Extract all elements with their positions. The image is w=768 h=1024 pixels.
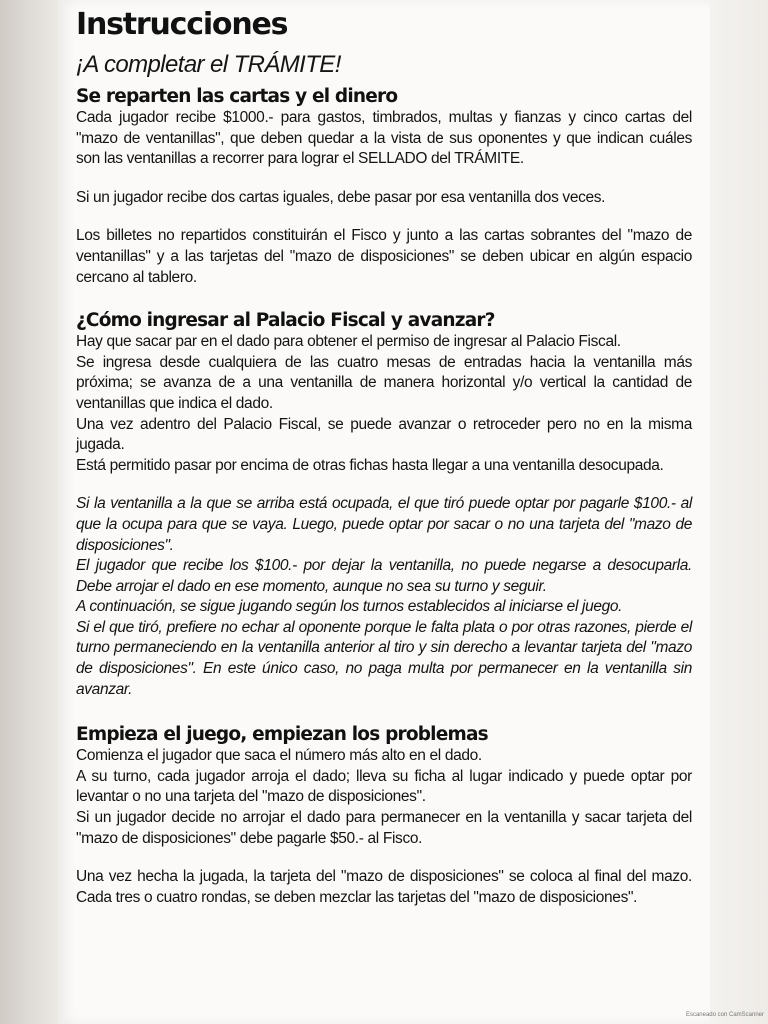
italic-paragraph: Si la ventanilla a la que se arriba está ocupada, el que tiró puede optar por pagarle $100.- al que la ocupa para que se vaya. Luego, puede optar por sacar o no una tarjeta del "mazo de disposiciones". [76,495,692,554]
document-content [76,6,692,908]
scanner-watermark: Escaneado con CamScanner [685,1012,764,1018]
paragraph: Está permitido pasar por encima de otras fichas hasta llegar a una ventanilla desocupada. [76,456,664,474]
section-heading-reparto: Se reparten las cartas y el dinero [76,86,398,107]
section-heading-empieza: Empieza el juego, empiezan los problemas [76,724,488,746]
paragraph: Comienza el jugador que saca el número más alto en el dado. [76,747,482,765]
document-subtitle: ¡A completar el TRÁMITE! [76,51,341,78]
paragraph: A su turno, cada jugador arroja el dado; lleva su ficha al lugar indicado y puede optar por levantar o no una tarjeta del "mazo de disposiciones". [76,767,692,806]
italic-paragraph: A continuación, se sigue jugando según los turnos establecidos al iniciarse el juego. [76,598,623,616]
paragraph: Se ingresa desde cualquiera de las cuatro mesas de entradas hacia la ventanilla más próxima; se avanza de a una ventanilla de manera horizontal y/o vertical la cantidad de ventanillas que indica el dado. [76,353,692,412]
scanned-page [58,0,710,1024]
paragraph: Hay que sacar par en el dado para obtener el permiso de ingresar al Palacio Fiscal. [76,333,621,351]
paragraph: Si un jugador recibe dos cartas iguales, debe pasar por esa ventanilla dos veces. [76,188,606,206]
scan-left-edge [0,0,58,1024]
italic-paragraph: El jugador que recibe los $100.- por dejar la ventanilla, no puede negarse a desocuparla. Debe arrojar el dado en ese momento, aunque no sea su turno y seguir. [76,557,692,595]
document-title: Instrucciones [76,7,288,42]
paragraph: Una vez hecha la jugada, la tarjeta del "mazo de disposiciones" se coloca al final del mazo. Cada tres o cuatro rondas, se deben mezclar las tarjetas del "mazo de disposiciones". [76,868,692,906]
section-heading-ingresar: ¿Cómo ingresar al Palacio Fiscal y avanzar? [76,310,495,332]
italic-paragraph: Si el que tiró, prefiere no echar al oponente porque le falta plata o por otras razones, pierde el turno permaneciendo en la ventanilla anterior al tiro y sin derecho a levantar tarjeta del "mazo de disposiciones". En este único caso, no paga multa por permanecer en la ventanilla sin avanzar. [76,618,692,698]
scan-right-edge [710,0,768,1024]
paragraph: Si un jugador decide no arrojar el dado para permanecer en la ventanilla y sacar tarjeta del "mazo de disposiciones" debe pagarle $50.- al Fisco. [76,809,692,847]
paragraph: Los billetes no repartidos constituirán el Fisco y junto a las cartas sobrantes del "mazo de ventanillas" y a las tarjetas del "mazo de disposiciones" se deben ubicar en algún espacio cercano al tablero. [76,227,692,286]
paragraph: Una vez adentro del Palacio Fiscal, se puede avanzar o retroceder pero no en la misma jugada. [76,415,692,454]
paragraph: Cada jugador recibe $1000.- para gastos, timbrados, multas y fianzas y cinco cartas del "mazo de ventanillas", que deben quedar a la vista de sus oponentes y que indican cuáles son las ventanillas a recorrer para lograr el SELLADO del TRÁMITE. [76,109,692,168]
